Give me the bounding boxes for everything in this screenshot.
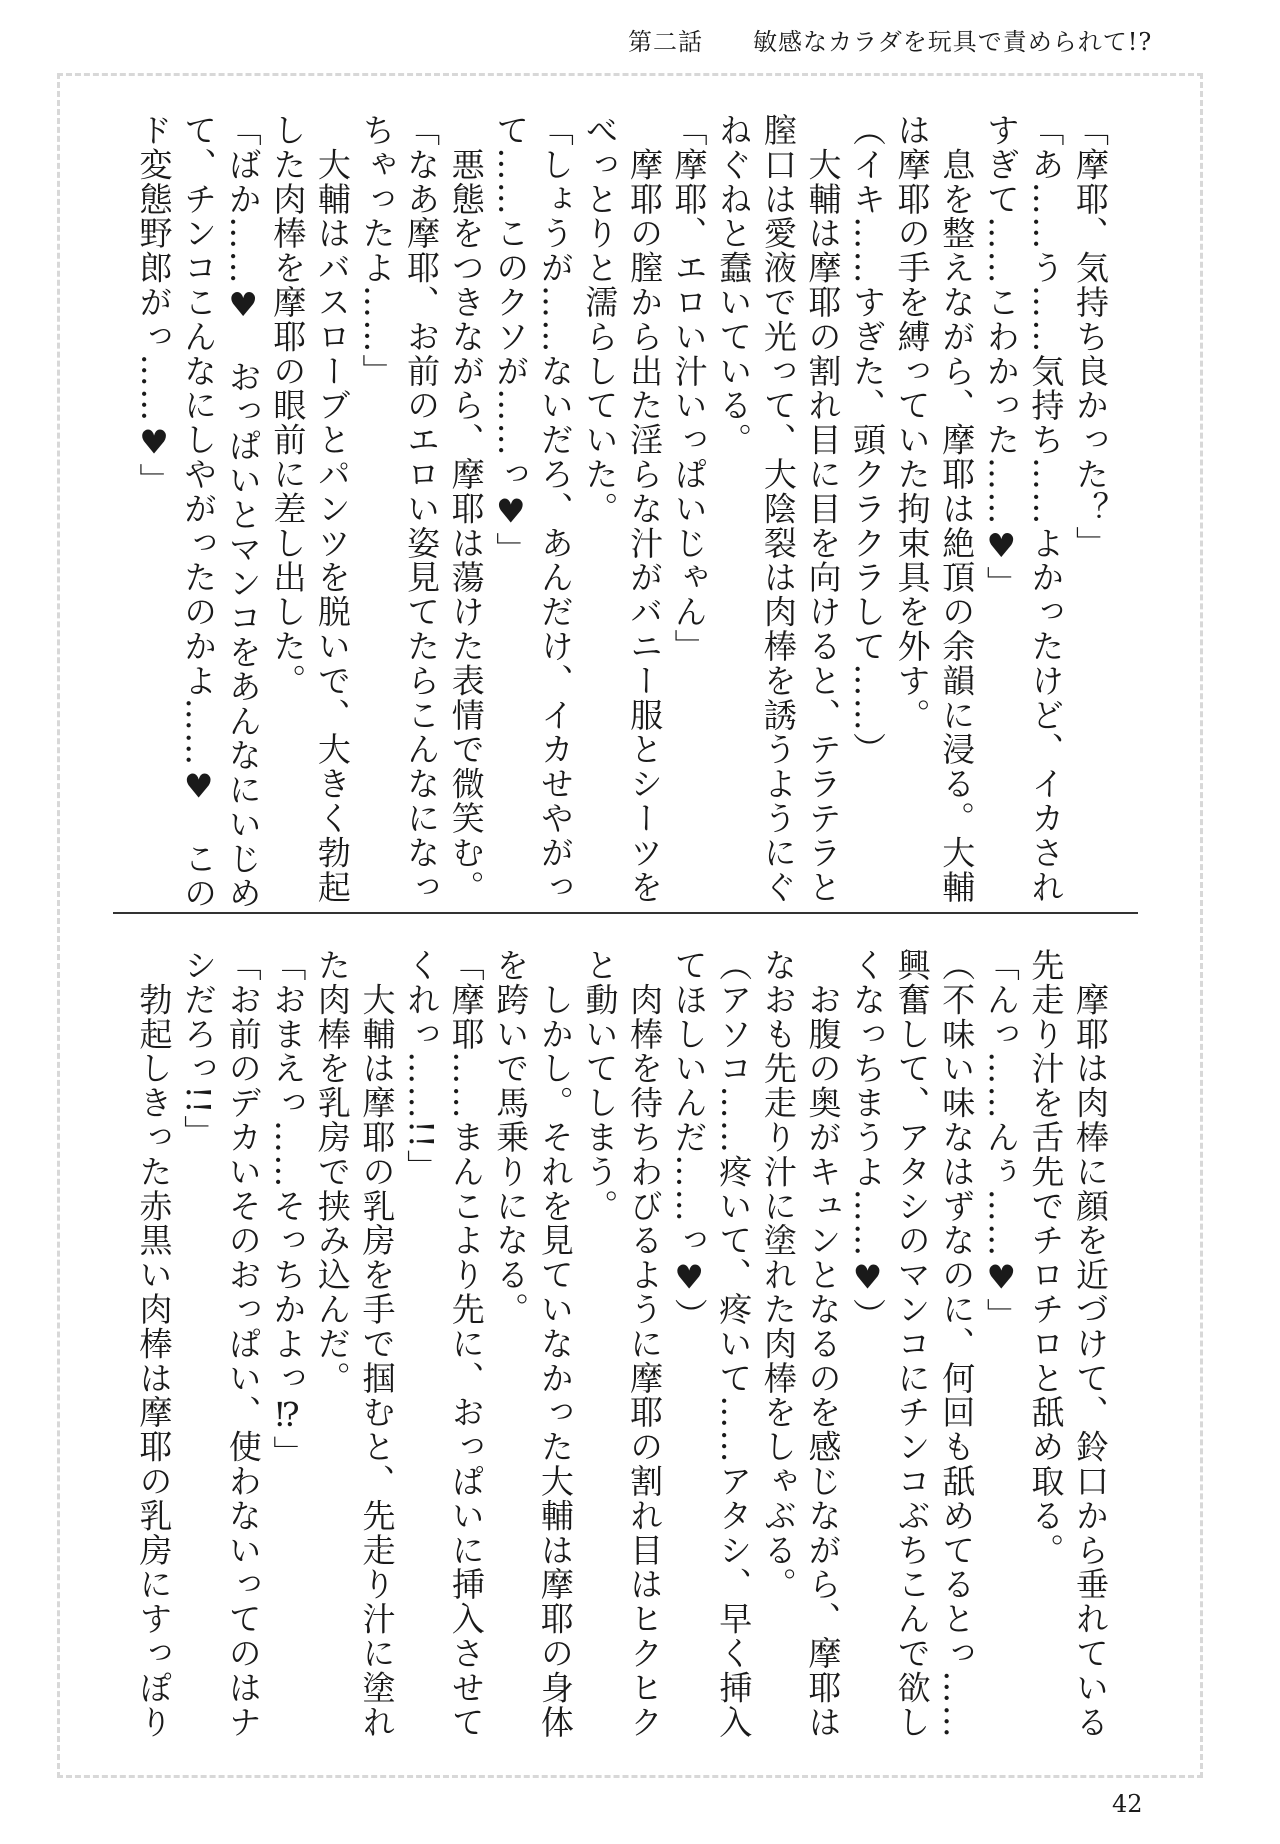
text-line: 「摩耶、エロい汁いっぱいじゃん」 (669, 113, 709, 664)
text-line: （不味い味なはずなのに、何回も舐めてるとっ…… (937, 948, 977, 1740)
page-number: 42 (1112, 1790, 1143, 1818)
text-line: べっとりと濡らしていた。 (580, 113, 620, 526)
text-line: て、チンコこんなにしやがったのかよ……♥ この (179, 113, 219, 911)
text-line: 大輔は摩耶の割れ目に目を向けると、テラテラと (803, 113, 843, 905)
text-line: シだろっ!!」 (179, 948, 219, 1150)
text-line: 息を整えながら、摩耶は絶頂の余韻に浸る。大輔 (937, 113, 977, 905)
text-line: 「んっ……んぅ……♥」 (981, 948, 1021, 1333)
section-divider (113, 912, 1138, 914)
text-line: 「摩耶、気持ち良かった？」 (1071, 113, 1110, 561)
text-line: 「おまえっ……そっちかよっ⁉」 (268, 948, 308, 1470)
text-line: ちゃったよ……」 (357, 113, 397, 389)
text-line: お腹の奥がキュンとなるのを感じながら、摩耶は (803, 948, 843, 1740)
text-line: くれっ……!!」 (402, 948, 442, 1184)
text-line: しかし。それを見ていなかった大輔は摩耶の身体 (535, 948, 575, 1740)
text-line: て……このクソが……っ♥」 (491, 113, 531, 567)
chapter-title: 敏感なカラダを玩具で責められて!? (753, 28, 1153, 56)
text-line: すぎて……こわかった……♥」 (981, 113, 1021, 601)
text-line: 悪態をつきながら、摩耶は蕩けた表情で微笑む。 (446, 113, 486, 905)
text-line: ねぐねと蠢いている。 (714, 113, 754, 457)
text-line: なおも先走り汁に塗れた肉棒をしゃぶる。 (758, 948, 798, 1602)
text-line: ド変態野郎がっ……♥」 (134, 113, 174, 498)
text-line: 興奮して、アタシのマンコにチンコぶちこんで欲し (892, 948, 932, 1740)
text-line: （アソコ……疼いて、疼いて……アタシ、早く挿入 (714, 948, 754, 1740)
text-line: を跨いで馬乗りになる。 (491, 948, 531, 1327)
text-line: した肉棒を摩耶の眼前に差し出した。 (268, 113, 308, 698)
text-block-top (131, 113, 1112, 911)
text-line: た肉棒を乳房で挟み込んだ。 (312, 948, 352, 1396)
text-line: 「あ……う……気持ち……よかったけど、イカされ (1026, 113, 1066, 905)
text-line: 「摩耶……まんこより先に、おっぱいに挿入させて (446, 948, 486, 1740)
text-line: てほしいんだ……っ♥） (669, 948, 709, 1333)
text-line: （イキ……すぎた、頭クラクラして……） (848, 113, 888, 767)
chapter-number: 第二話 (628, 28, 703, 56)
text-line: 大輔は摩耶の乳房を手で掴むと、先走り汁に塗れ (357, 948, 397, 1740)
text-line: 膣口は愛液で光って、大陰裂は肉棒を誘うようにぐ (758, 113, 798, 905)
text-line: 摩耶は肉棒に顔を近づけて、鈴口から垂れている (1071, 948, 1110, 1740)
text-line: 「しょうが……ないだろ、あんだけ、イカせやがっ (535, 113, 575, 905)
text-line: 「お前のデカいそのおっぱい、使わないってのはナ (223, 948, 263, 1740)
text-line: は摩耶の手を縛っていた拘束具を外す。 (892, 113, 932, 733)
text-line: 先走り汁を舌先でチロチロと舐め取る。 (1026, 948, 1066, 1568)
text-line: 「なあ摩耶、お前のエロい姿見てたらこんなになっ (402, 113, 442, 905)
text-line: 大輔はバスローブとパンツを脱いで、大きく勃起 (312, 113, 352, 905)
text-line: 勃起しきった赤黒い肉棒は摩耶の乳房にすっぽり (134, 948, 174, 1740)
text-line: くなっちまうよ……♥） (848, 948, 888, 1333)
text-block-bottom (131, 948, 1112, 1740)
text-line: 「ばか……♥ おっぱいとマンコをあんなにいじめ (223, 113, 263, 911)
text-line: と動いてしまう。 (580, 948, 620, 1224)
text-line: 摩耶の膣から出た淫らな汁がバニー服とシーツを (625, 113, 665, 905)
text-line: 肉棒を待ちわびるように摩耶の割れ目はヒクヒク (625, 948, 665, 1740)
running-header (628, 22, 1152, 57)
